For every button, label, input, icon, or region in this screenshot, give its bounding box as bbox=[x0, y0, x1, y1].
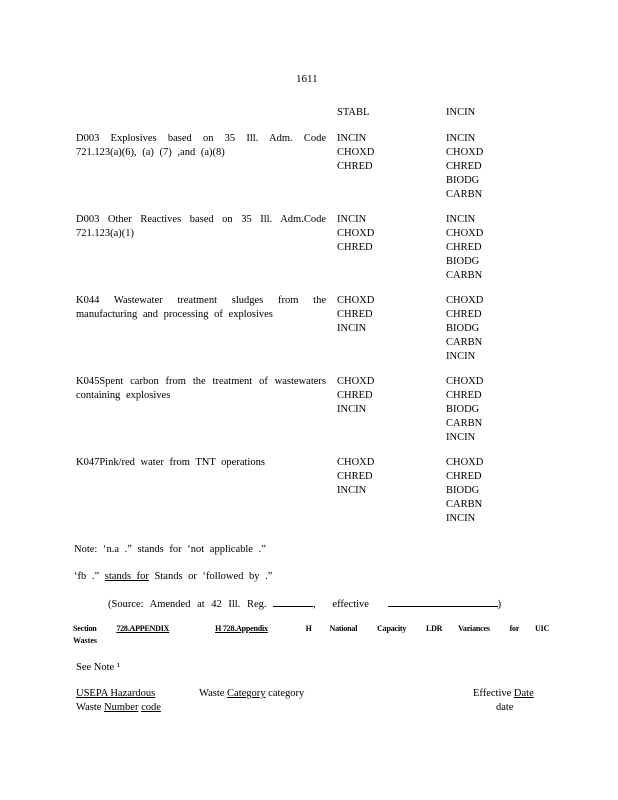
column-header-stabl: STABL bbox=[337, 107, 370, 118]
technology-code: CHOXD bbox=[446, 295, 484, 306]
section-appendix-old: 728.APPENDIX bbox=[116, 624, 170, 633]
register-blank bbox=[273, 597, 313, 607]
technology-code: INCIN bbox=[337, 214, 367, 225]
source-comma: , bbox=[313, 599, 316, 610]
note-fb-stands-for: stands for bbox=[104, 571, 149, 582]
technology-code: CHRED bbox=[446, 309, 482, 320]
section-h: H bbox=[305, 624, 312, 633]
incin-technologies bbox=[446, 456, 483, 526]
technology-code: CHRED bbox=[446, 390, 482, 401]
technology-code: CARBN bbox=[446, 337, 483, 348]
waste-description: K045Spent carbon from the treatment of wastewaters containing explosives bbox=[76, 376, 326, 401]
header-number-word: Number bbox=[104, 702, 139, 713]
page-number: 1611 bbox=[296, 73, 318, 85]
technology-code: BIODG bbox=[446, 404, 480, 415]
technology-code: CHOXD bbox=[446, 228, 484, 239]
technology-code: CHRED bbox=[446, 471, 482, 482]
source-line bbox=[108, 597, 501, 610]
effective-date-blank bbox=[388, 597, 498, 607]
source-effective: effective bbox=[332, 599, 369, 610]
header-date-lower: date bbox=[496, 702, 514, 713]
technology-code: CHOXD bbox=[446, 147, 484, 158]
source-label: (Source: bbox=[108, 599, 144, 610]
technology-code: CHRED bbox=[446, 161, 482, 172]
header-category-lower: category bbox=[268, 688, 305, 699]
technology-code: INCIN bbox=[337, 133, 367, 144]
note-not-applicable: Note: ‘n.a .” stands for ‘not applicable .” bbox=[74, 544, 266, 555]
section-appendix-new: H 728.Appendix bbox=[215, 624, 268, 633]
technology-code: CHRED bbox=[337, 390, 373, 401]
technology-code: INCIN bbox=[337, 323, 367, 334]
note-followed-by bbox=[74, 571, 272, 582]
technology-code: CARBN bbox=[446, 418, 483, 429]
technology-code: BIODG bbox=[446, 323, 480, 334]
waste-description: K047Pink/red water from TNT operations bbox=[76, 457, 265, 468]
waste-description: K044 Wastewater treatment sludges from the manufacturing and processing of explosives bbox=[76, 295, 326, 320]
technology-code: BIODG bbox=[446, 175, 480, 186]
section-capacity: Capacity bbox=[377, 624, 407, 633]
stabl-technologies bbox=[337, 132, 374, 174]
header-effective-date bbox=[473, 688, 534, 699]
section-national: National bbox=[329, 624, 358, 633]
section-heading bbox=[73, 624, 549, 633]
technology-code: CHOXD bbox=[446, 376, 484, 387]
technology-code: INCIN bbox=[446, 351, 476, 362]
technology-code: CHOXD bbox=[337, 376, 375, 387]
waste-description: D003 Other Reactives based on 35 Ill. Adm.Code 721.123(a)(1) bbox=[76, 214, 326, 239]
column-header-incin: INCIN bbox=[446, 107, 476, 118]
waste-description: D003 Explosives based on 35 Ill. Adm. Code 721.123(a)(6), (a) (7) ,and (a)(8) bbox=[76, 133, 326, 158]
technology-code: CHRED bbox=[337, 242, 373, 253]
technology-code: INCIN bbox=[337, 485, 367, 496]
header-waste-word: Waste bbox=[76, 702, 102, 713]
technology-code: BIODG bbox=[446, 256, 480, 267]
technology-code: CARBN bbox=[446, 499, 483, 510]
stabl-technologies bbox=[337, 294, 374, 336]
stabl-technologies bbox=[337, 456, 374, 498]
header-category-waste-word: Waste bbox=[199, 688, 225, 699]
technology-code: CHRED bbox=[337, 161, 373, 172]
header-code-word: code bbox=[141, 702, 161, 713]
section-ldr: LDR bbox=[425, 624, 443, 633]
technology-code: CHOXD bbox=[337, 228, 375, 239]
header-usepa-hazardous bbox=[76, 688, 155, 699]
technology-code: CHOXD bbox=[337, 457, 375, 468]
technology-code: CHRED bbox=[337, 309, 373, 320]
note-fb-definition: Stands or ‘followed by .” bbox=[154, 571, 273, 582]
stabl-technologies bbox=[337, 213, 374, 255]
header-waste-number bbox=[76, 702, 161, 713]
header-category-word: Category bbox=[227, 688, 266, 699]
incin-technologies bbox=[446, 213, 483, 283]
section-for: for bbox=[509, 624, 520, 633]
section-word: Section bbox=[73, 624, 97, 633]
header-usepa: USEPA Hazardous bbox=[76, 688, 156, 699]
section-wastes: Wastes bbox=[73, 636, 97, 645]
note-fb-term: ‘fb .” bbox=[74, 571, 100, 582]
header-date-word: Date bbox=[513, 688, 534, 699]
technology-code: CHRED bbox=[337, 471, 373, 482]
stabl-technologies bbox=[337, 375, 374, 417]
incin-technologies bbox=[446, 375, 483, 445]
header-effective-word: Effective bbox=[473, 688, 512, 699]
source-close: ) bbox=[497, 599, 502, 610]
technology-code: BIODG bbox=[446, 485, 480, 496]
technology-code: CHOXD bbox=[337, 147, 375, 158]
see-note: See Note ¹ bbox=[76, 662, 120, 673]
technology-code: INCIN bbox=[446, 513, 476, 524]
incin-technologies bbox=[446, 294, 483, 364]
technology-code: INCIN bbox=[446, 133, 476, 144]
technology-code: INCIN bbox=[337, 404, 367, 415]
technology-code: CHOXD bbox=[446, 457, 484, 468]
technology-code: CARBN bbox=[446, 270, 483, 281]
technology-code: CHRED bbox=[446, 242, 482, 253]
technology-code: INCIN bbox=[446, 432, 476, 443]
section-variances: Variances bbox=[458, 624, 490, 633]
technology-code: CARBN bbox=[446, 189, 483, 200]
technology-code: CHOXD bbox=[337, 295, 375, 306]
section-uic: UIC bbox=[535, 624, 550, 633]
header-waste-category bbox=[199, 688, 304, 699]
incin-technologies bbox=[446, 132, 483, 202]
source-amended: Amended at 42 Ill. Reg. bbox=[149, 599, 267, 610]
technology-code: INCIN bbox=[446, 214, 476, 225]
